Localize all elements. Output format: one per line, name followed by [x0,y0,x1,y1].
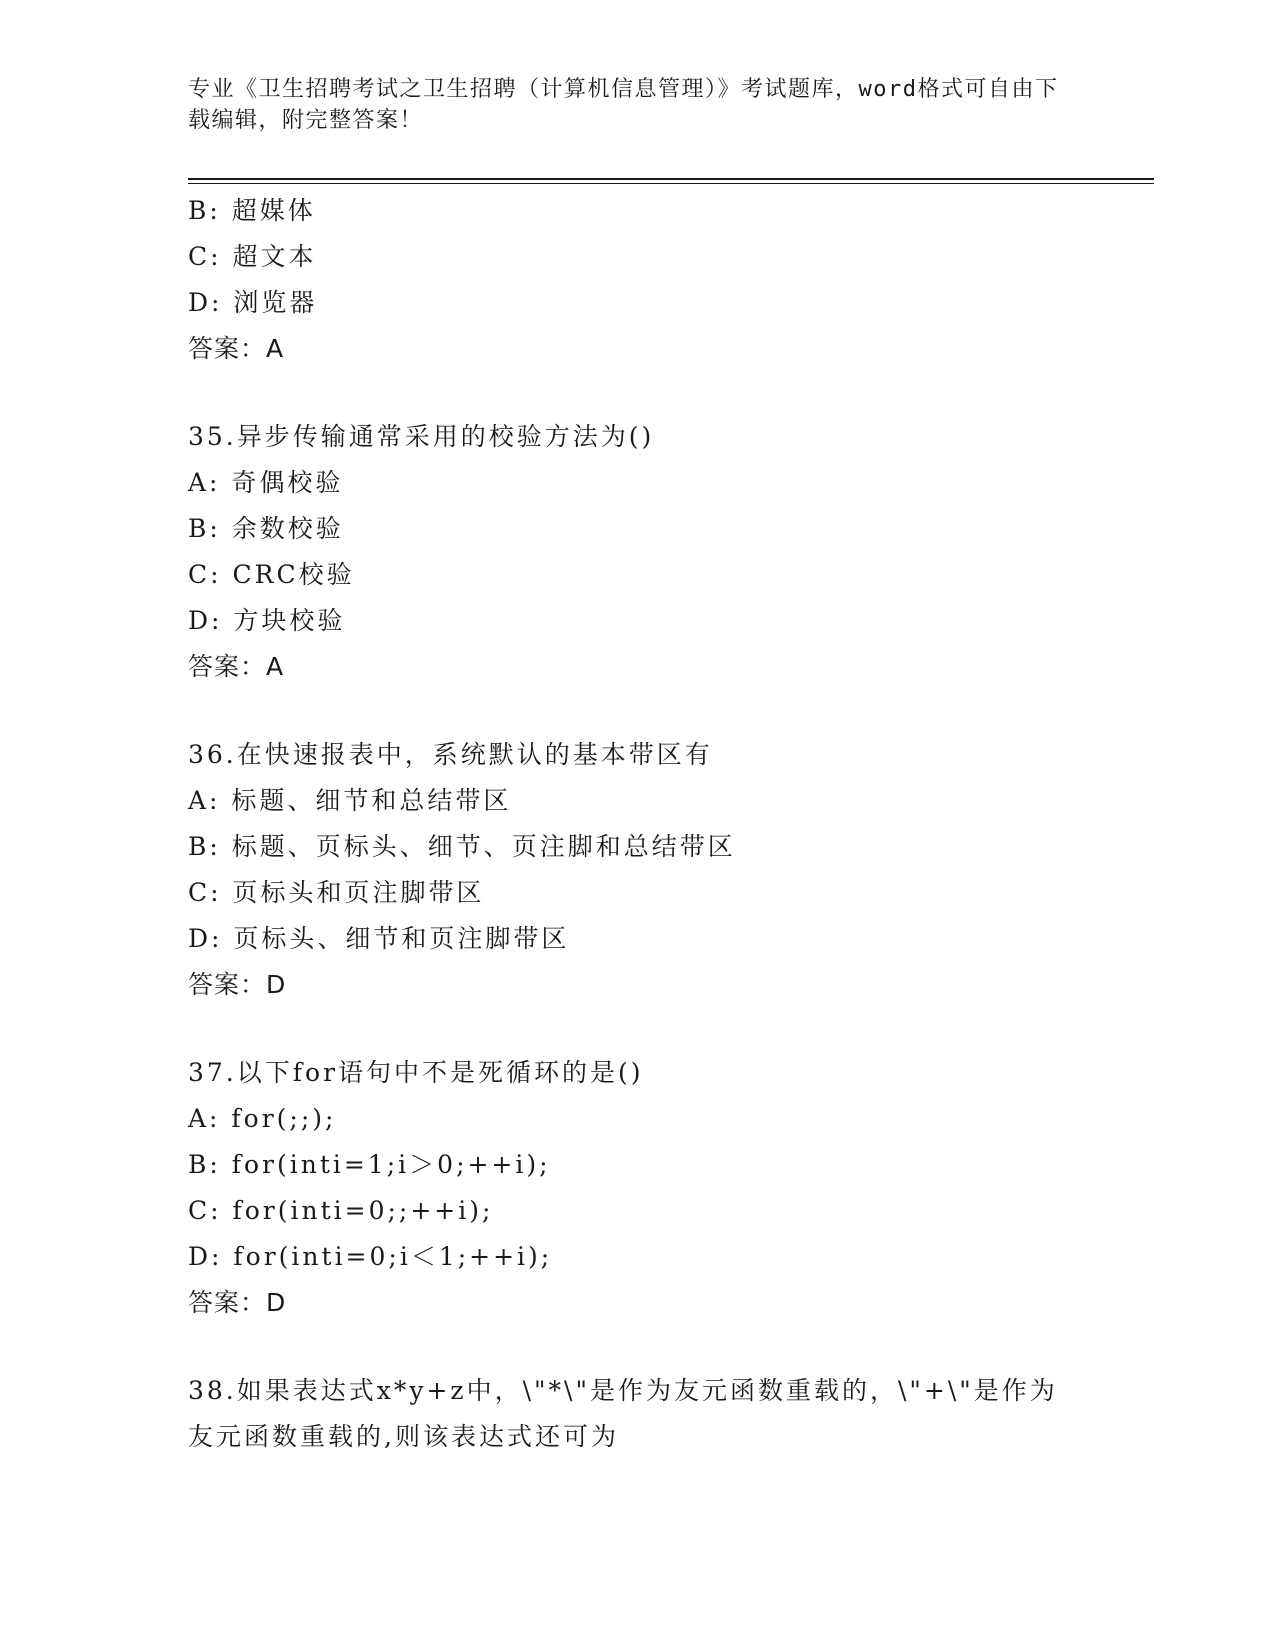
header-rule-thin [188,183,1154,184]
option-c: C: CRC校验 [188,560,355,589]
option-b: B: for(inti=1;i＞0;++i); [188,1150,551,1179]
answer-label: 答案：D [188,1288,287,1317]
question-36 [188,732,1088,1008]
document-header: 专业《卫生招聘考试之卫生招聘（计算机信息管理）》考试题库，word格式可自由下载编辑，附完整答案！ [188,77,1059,133]
option-c: C: 页标头和页注脚带区 [188,878,485,907]
question-stem: 36.在快速报表中，系统默认的基本带区有 [188,740,713,769]
question-35 [188,414,1088,690]
question-34-partial [188,188,1088,372]
answer-label: 答案：A [188,334,285,363]
option-c: C: 超文本 [188,242,317,271]
answer-label: 答案：A [188,652,285,681]
option-b: B: 超媒体 [188,196,316,225]
option-b: B: 标题、页标头、细节、页注脚和总结带区 [188,832,736,861]
option-c: C: for(inti=0;;++i); [188,1196,494,1225]
option-b: B: 余数校验 [188,514,344,543]
option-d: D: 浏览器 [188,288,318,317]
question-stem-line-2: 友元函数重载的,则该表达式还可为 [188,1422,619,1451]
option-a: A: 标题、细节和总结带区 [188,786,512,815]
question-list [188,188,1088,1460]
option-d: D: 方块校验 [188,606,346,635]
question-stem: 37.以下for语句中不是死循环的是() [188,1058,644,1087]
question-stem-line-1: 38.如果表达式x*y+z中，\"*\"是作为友元函数重载的，\"+\"是作为 [188,1376,1058,1405]
question-38 [188,1368,1088,1460]
option-a: A: 奇偶校验 [188,468,344,497]
option-d: D: 页标头、细节和页注脚带区 [188,924,570,953]
header-rule-thick [188,178,1154,180]
option-d: D: for(inti=0;i＜1;++i); [188,1242,553,1271]
question-stem: 35.异步传输通常采用的校验方法为() [188,422,655,451]
question-37 [188,1050,1088,1326]
option-a: A: for(;;); [188,1104,337,1133]
answer-label: 答案：D [188,970,287,999]
